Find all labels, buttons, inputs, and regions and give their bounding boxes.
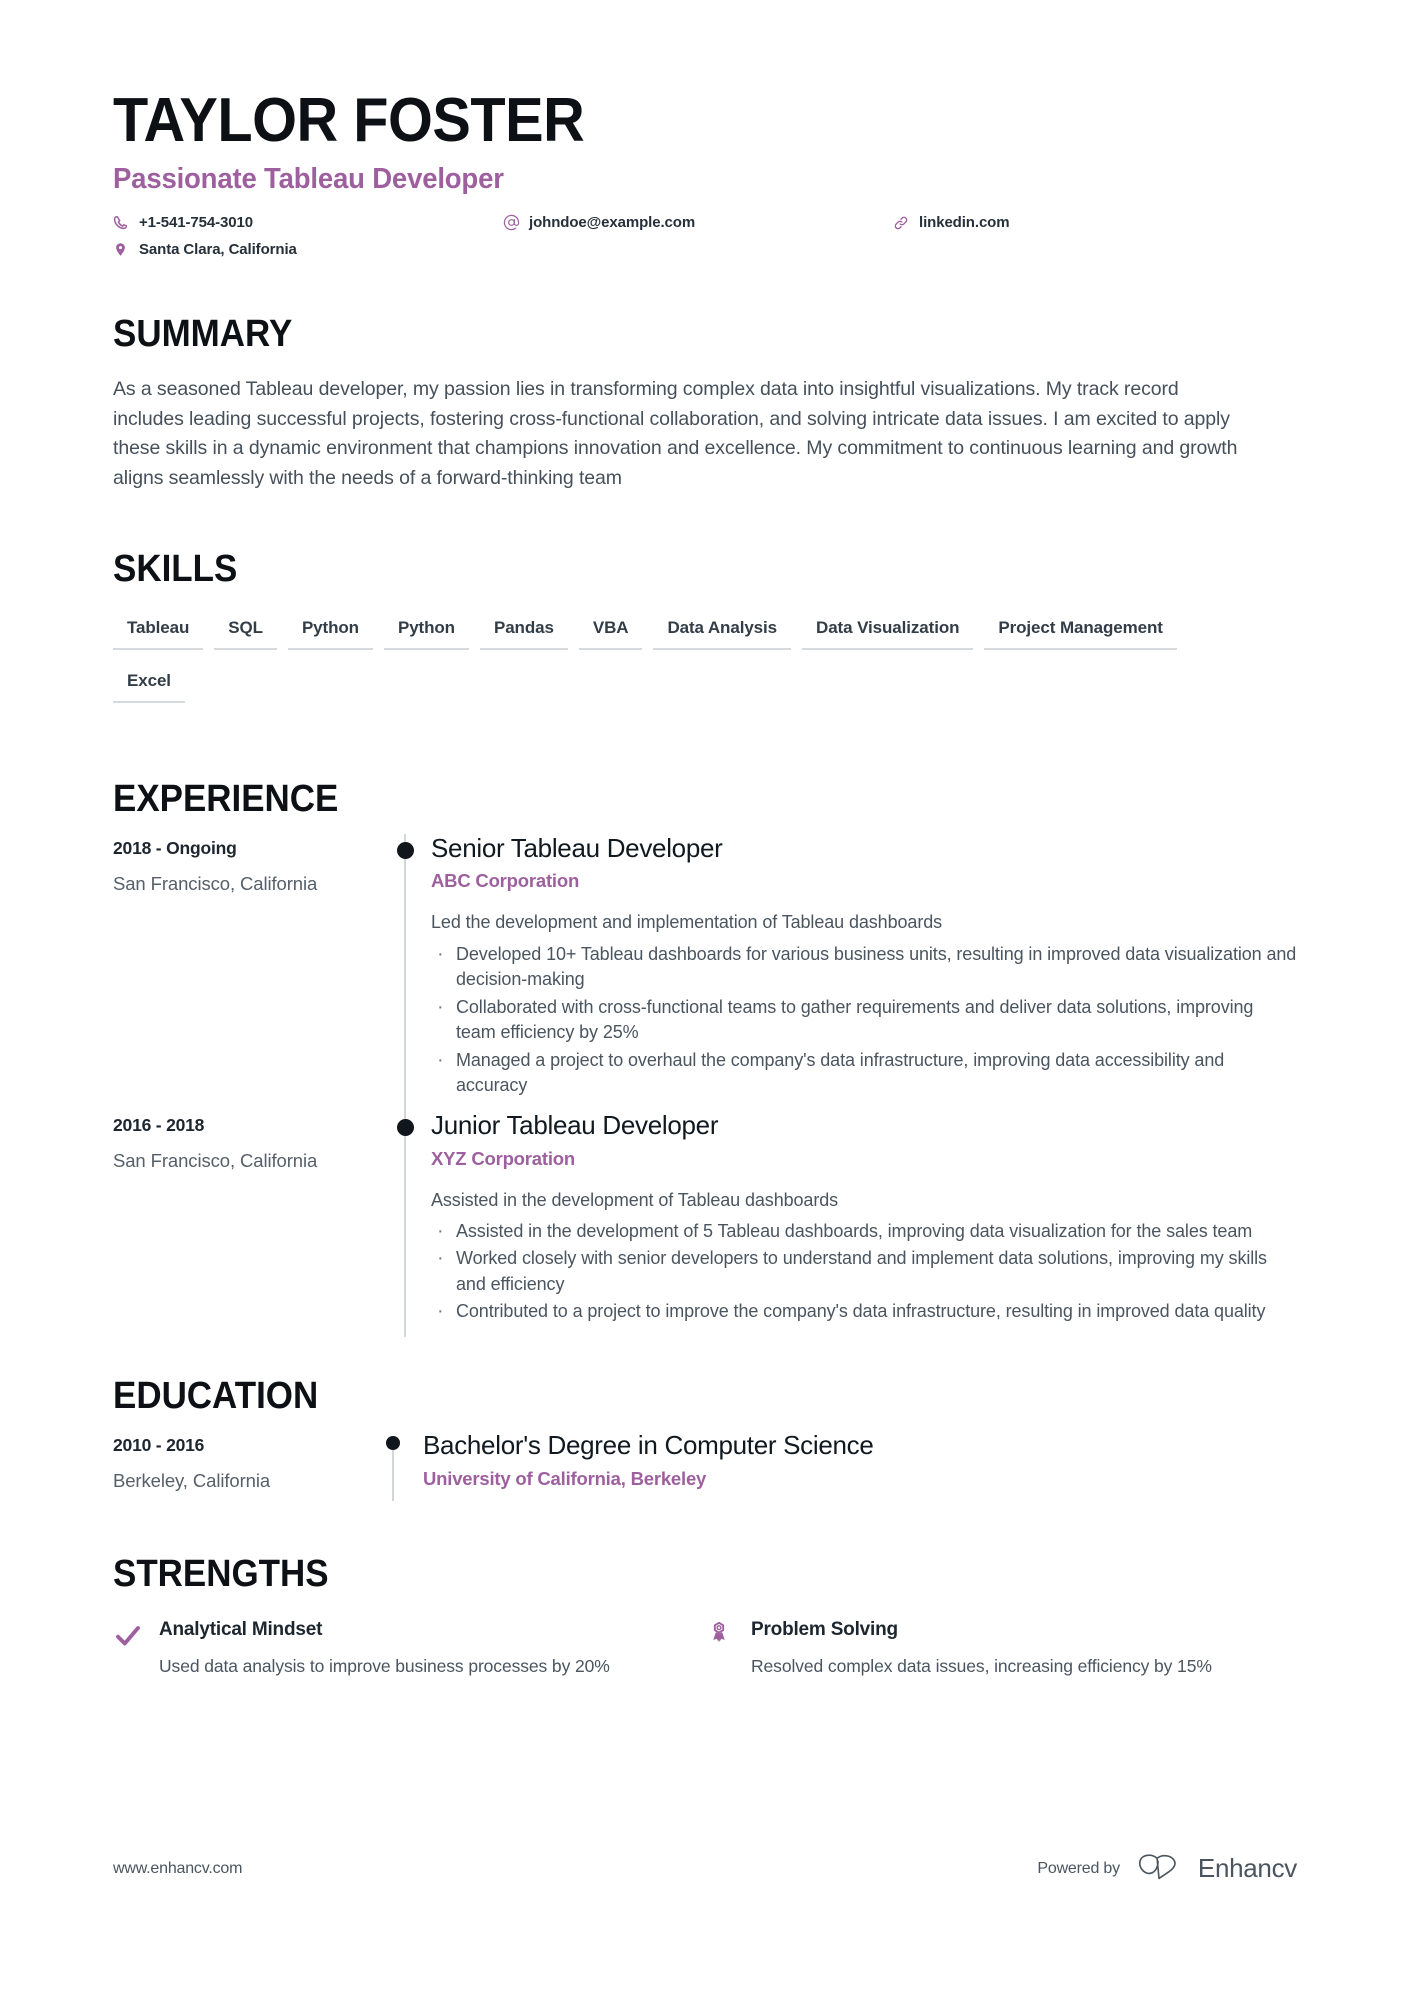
- contact-link[interactable]: [893, 214, 1193, 231]
- footer-url[interactable]: www.enhancv.com: [113, 1859, 243, 1877]
- timeline-rail: [390, 834, 431, 1111]
- skills-heading: SKILLS: [113, 547, 238, 590]
- strengths-section: [113, 1552, 1297, 1680]
- contact-link-text: linkedin.com: [919, 214, 1010, 232]
- skill-chip: VBA: [579, 614, 643, 650]
- contact-location-text: Santa Clara, California: [139, 241, 297, 259]
- entry-date: 2016 - 2018: [113, 1114, 205, 1135]
- timeline-line: [392, 1443, 394, 1501]
- timeline-dot: [397, 1119, 414, 1136]
- entry-location: San Francisco, California: [113, 1149, 318, 1171]
- bullet-item: · Worked closely with senior developers to understand and implement data solutions, improving my skills and efficiency: [431, 1246, 1297, 1297]
- timeline-rail: [375, 1431, 423, 1500]
- enhancv-logo-icon: [1136, 1852, 1182, 1885]
- link-icon: [893, 215, 912, 231]
- entry-date: 2018 - Ongoing: [113, 837, 237, 858]
- entry-content: [431, 834, 1297, 1111]
- experience-entry: [113, 834, 1297, 1111]
- check-icon: [113, 1619, 159, 1656]
- contact-email[interactable]: [503, 214, 893, 231]
- award-ribbon-icon: [705, 1619, 751, 1656]
- entry-meta: [113, 834, 390, 1111]
- entry-title: Junior Tableau Developer: [431, 1109, 719, 1140]
- skill-chip: Excel: [113, 667, 185, 703]
- summary-section: [113, 315, 1297, 494]
- summary-heading: SUMMARY: [113, 313, 293, 356]
- education-section: [113, 1377, 1297, 1500]
- contact-row-primary: [113, 209, 1297, 236]
- timeline-line: [404, 1111, 406, 1337]
- entry-meta: [113, 1111, 390, 1337]
- skill-chip: SQL: [214, 614, 277, 650]
- skill-chip: Python: [384, 614, 469, 650]
- phone-icon: [113, 215, 132, 230]
- strengths-heading: STRENGTHS: [113, 1552, 329, 1595]
- contact-phone[interactable]: [113, 214, 503, 231]
- bullet-item: · Developed 10+ Tableau dashboards for various business units, resulting in improved data visualization and decision-making: [431, 942, 1297, 993]
- skill-chip: Python: [288, 614, 373, 650]
- map-pin-icon: [113, 242, 132, 257]
- entry-content: [431, 1111, 1297, 1337]
- strength-item: [113, 1619, 705, 1680]
- strength-text: [159, 1619, 610, 1680]
- strength-name: Problem Solving: [751, 1618, 898, 1640]
- entry-title: Senior Tableau Developer: [431, 832, 723, 863]
- strength-item: [705, 1619, 1297, 1680]
- skills-list: [113, 614, 1263, 720]
- entry-location: Berkeley, California: [113, 1470, 271, 1492]
- experience-section: [113, 777, 1297, 1337]
- bullet-item: · Contributed to a project to improve the company's data infrastructure, resulting in improved data quality: [431, 1299, 1297, 1325]
- powered-by-label: Powered by: [1037, 1859, 1120, 1877]
- contact-phone-text: +1-541-754-3010: [139, 214, 254, 232]
- contact-email-text: johndoe@example.com: [529, 214, 696, 232]
- entry-organization: University of California, Berkeley: [423, 1467, 707, 1489]
- experience-entries: [113, 834, 1297, 1337]
- strength-name: Analytical Mindset: [159, 1618, 323, 1640]
- timeline-dot: [386, 1436, 400, 1450]
- bullet-item: · Collaborated with cross-functional teams to gather requirements and deliver data solutions, improving team efficiency by 25%: [431, 995, 1297, 1046]
- candidate-role: Passionate Tableau Developer: [113, 163, 504, 196]
- resume-header: [113, 0, 1297, 263]
- bullet-item: · Managed a project to overhaul the company's data infrastructure, improving data accessibility and accuracy: [431, 1048, 1297, 1099]
- skill-chip: Tableau: [113, 614, 203, 650]
- entry-description: Assisted in the development of Tableau dashboards: [431, 1189, 839, 1210]
- entry-description: Led the development and implementation of Tableau dashboards: [431, 912, 943, 933]
- skill-chip: Pandas: [480, 614, 568, 650]
- entry-organization: ABC Corporation: [431, 870, 580, 892]
- footer-branding: [1037, 1852, 1297, 1885]
- bullet-item: · Assisted in the development of 5 Tableau dashboards, improving data visualization for the sales team: [431, 1219, 1297, 1245]
- brand-name: Enhancv: [1197, 1853, 1297, 1883]
- entry-meta: [113, 1431, 375, 1500]
- at-sign-icon: [503, 214, 522, 231]
- skills-section: [113, 547, 1297, 720]
- entry-bullets: [431, 1219, 1297, 1325]
- candidate-name: TAYLOR FOSTER: [113, 86, 585, 155]
- contact-row-secondary: [113, 236, 1297, 263]
- page-footer: [113, 1852, 1297, 1885]
- entry-location: San Francisco, California: [113, 872, 318, 894]
- contact-info: [113, 209, 1297, 263]
- strengths-list: [113, 1619, 1297, 1680]
- skill-chip: Project Management: [984, 614, 1176, 650]
- timeline-line: [404, 834, 406, 1111]
- summary-text: As a seasoned Tableau developer, my passion lies in transforming complex data into insightful visualizations. My track record includes leading successful projects, fostering cross-functional collaboration, and solving intricate data issues. I am excited to apply these skills in a dynamic environment that champions innovation and excellence. My commitment to continuous learning and growth aligns seamlessly with the needs of a forward-thinking team: [113, 378, 1238, 489]
- entry-date: 2010 - 2016: [113, 1435, 205, 1456]
- skill-chip: Data Analysis: [653, 614, 791, 650]
- experience-heading: EXPERIENCE: [113, 777, 339, 820]
- entry-bullets: [431, 942, 1297, 1099]
- strength-description: Used data analysis to improve business processes by 20%: [159, 1655, 610, 1676]
- timeline-dot: [397, 842, 414, 859]
- education-entries: [113, 1431, 1297, 1500]
- skill-chip: Data Visualization: [802, 614, 973, 650]
- entry-title: Bachelor's Degree in Computer Science: [423, 1430, 874, 1461]
- strength-description: Resolved complex data issues, increasing efficiency by 15%: [751, 1655, 1212, 1676]
- entry-content: [423, 1431, 1297, 1500]
- timeline-rail: [390, 1111, 431, 1337]
- strength-text: [751, 1619, 1212, 1680]
- contact-location: [113, 241, 503, 258]
- entry-organization: XYZ Corporation: [431, 1147, 575, 1169]
- education-heading: EDUCATION: [113, 1375, 319, 1418]
- experience-entry: [113, 1111, 1297, 1337]
- education-entry: [113, 1431, 1297, 1500]
